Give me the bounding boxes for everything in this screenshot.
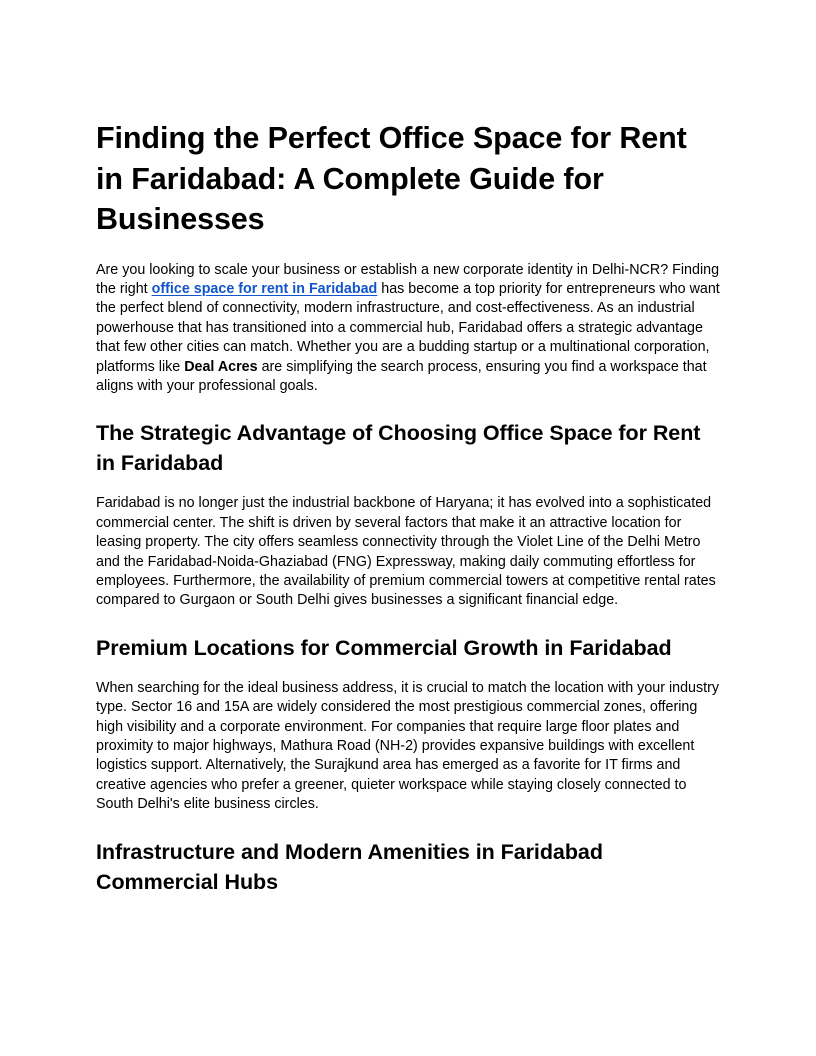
section-heading-strategic-advantage: The Strategic Advantage of Choosing Office Space for Rent in Faridabad	[96, 421, 701, 476]
section-heading-infrastructure: Infrastructure and Modern Amenities in Faridabad Commercial Hubs	[96, 839, 603, 894]
section-body-strategic-advantage: Faridabad is no longer just the industrial backbone of Haryana; it has evolved into a sophisticated commercial center. The shift is driven by several factors that make it an attractive location for leasing property. The city offers seamless connectivity through the Violet Line of the Delhi Metro and the Faridabad-Noida-Ghaziabad (FNG) Expressway, making daily commuting effortless for employees. Furthermore, the availability of premium commercial towers at competitive rental rates compared to Gurgaon or South Delhi gives businesses a significant financial edge.	[96, 495, 716, 609]
spacer	[96, 240, 722, 261]
document-page	[96, 118, 722, 897]
spacer	[96, 663, 722, 679]
spacer	[96, 478, 722, 494]
spacer	[96, 396, 722, 418]
deal-acres-brand: Deal Acres	[184, 358, 258, 375]
section-body-premium-locations: When searching for the ideal business address, it is crucial to match the location with your industry type. Sector 16 and 15A are widely considered the most prestigious commercial zones, offering high visibility and a corporate environment. For companies that require large floor plates and proximity to major highways, Mathura Road (NH-2) provides expansive buildings with excellent logistics support. Alternatively, the Surajkund area has emerged as a favorite for IT firms and creative agencies who prefer a greener, quieter workspace while staying closely connected to South Delhi's elite business circles.	[96, 679, 720, 813]
section-heading-premium-locations: Premium Locations for Commercial Growth in Faridabad	[96, 635, 672, 660]
intro-text-2: has become a top priority for entrepreneurs who want the perfect blend of connectivity, modern infrastructure, and cost-effectiveness. As an industrial powerhouse that has transitioned into a commercial hub, Faridabad offers a strategic advantage that few other cities can match. Whether you are a budding startup or a multinational corporation, platforms like	[96, 280, 720, 375]
intro-text-3: are simplifying the search process, ensuring you find a workspace that aligns with your professional goals.	[96, 358, 707, 394]
intro-paragraph	[96, 261, 722, 397]
document-title: Finding the Perfect Office Space for Rent in Faridabad: A Complete Guide for Businesses	[96, 121, 687, 236]
intro-text-1: Are you looking to scale your business or establish a new corporate identity in Delhi-NCR? Finding the right	[96, 261, 720, 297]
spacer	[96, 815, 722, 837]
office-space-link[interactable]: office space for rent in Faridabad	[151, 280, 378, 297]
spacer	[96, 611, 722, 633]
